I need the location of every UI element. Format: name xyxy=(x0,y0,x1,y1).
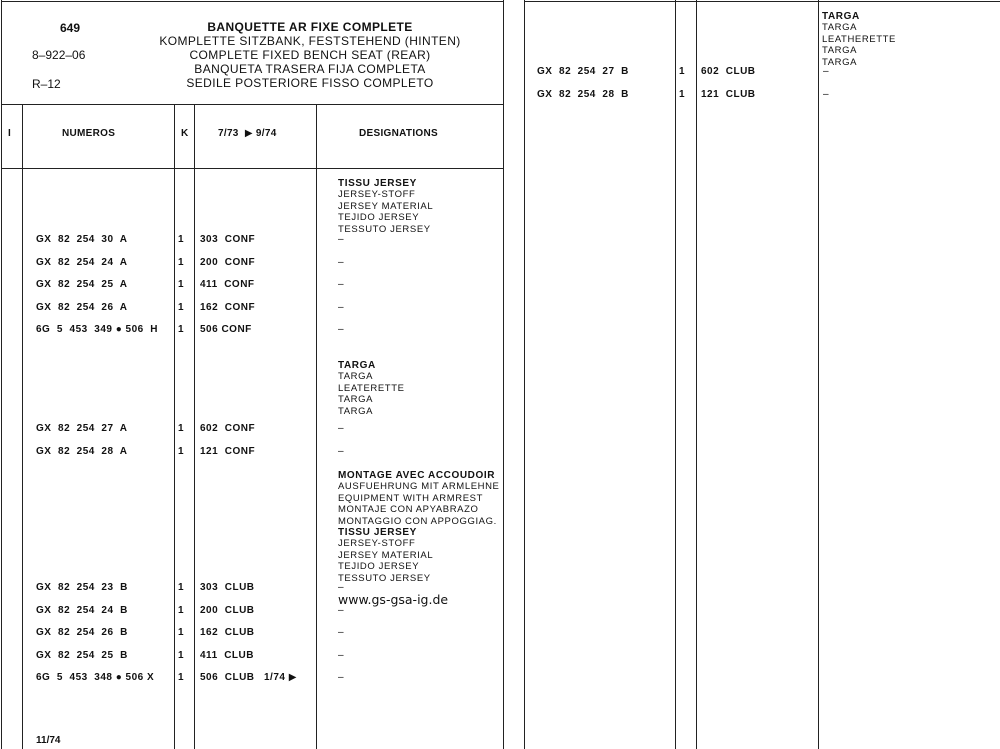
variant: 162 CONF xyxy=(200,302,256,313)
table-row xyxy=(36,279,356,293)
quantity: 1 xyxy=(178,605,185,616)
part-number: GX 82 254 27 B xyxy=(537,66,629,77)
quantity: 1 xyxy=(679,89,686,100)
desc-line: MONTAGGIO CON APPOGGIAG. xyxy=(338,515,497,527)
quantity: 1 xyxy=(178,446,185,457)
designation-dash: – xyxy=(338,650,345,661)
variant: 162 CLUB xyxy=(200,627,255,638)
col-header-numeros: NUMEROS xyxy=(62,128,116,139)
variant: 411 CLUB xyxy=(200,650,254,661)
designation-dash: – xyxy=(338,279,345,290)
quantity: 1 xyxy=(178,627,185,638)
desc-line: TARGA xyxy=(338,405,374,417)
table-row xyxy=(36,324,356,338)
top-border-right xyxy=(524,1,1000,2)
variant: 121 CONF xyxy=(200,446,256,457)
variant: 602 CLUB xyxy=(701,66,756,77)
table-row xyxy=(36,423,356,437)
page-title-block xyxy=(130,20,490,90)
designation-dash: – xyxy=(338,672,345,683)
colhead-divider xyxy=(1,168,504,169)
designation-dash: – xyxy=(823,89,830,100)
desc-line: JERSEY-STOFF xyxy=(338,189,416,201)
variant: 506 CLUB xyxy=(200,672,255,683)
desc-line: TARGA xyxy=(822,22,858,34)
quantity: 1 xyxy=(178,582,185,593)
quantity: 1 xyxy=(178,279,185,290)
quantity: 1 xyxy=(178,650,185,661)
col-header-designations: DESIGNATIONS xyxy=(359,128,438,139)
watermark-url: www.gs-gsa-ig.de xyxy=(338,592,449,607)
quantity: 1 xyxy=(178,423,185,434)
part-number: GX 82 254 24 A xyxy=(36,257,128,268)
group-3-description xyxy=(338,470,500,584)
part-number: GX 82 254 25 B xyxy=(36,650,128,661)
table-row xyxy=(36,605,356,619)
group-number: 649 xyxy=(60,21,81,35)
table-row xyxy=(36,672,356,686)
col-header-k: K xyxy=(181,128,189,139)
part-number: GX 82 254 30 A xyxy=(36,234,128,245)
part-number: GX 82 254 27 A xyxy=(36,423,128,434)
col-header-index: I xyxy=(8,128,12,139)
variant: 303 CLUB xyxy=(200,582,255,593)
part-number: GX 82 254 23 B xyxy=(36,582,128,593)
designation-dash: – xyxy=(338,446,345,457)
group-1-description xyxy=(338,178,433,235)
desc-line: MONTAGE AVEC ACCOUDOIR xyxy=(338,470,496,481)
designation-dash: – xyxy=(338,582,345,593)
title-de: KOMPLETTE SITZBANK, FESTSTEHEND (HINTEN) xyxy=(159,34,461,48)
revision-code: R–12 xyxy=(32,77,61,91)
table-row xyxy=(36,257,356,271)
designation-dash: – xyxy=(338,324,345,335)
desc-line: TARGA xyxy=(822,56,858,68)
desc-line: LEATHERETTE xyxy=(822,33,896,45)
footer-date: 11/74 xyxy=(36,735,61,746)
desc-line: TARGA xyxy=(822,11,860,22)
desc-line: EQUIPMENT WITH ARMREST xyxy=(338,492,483,504)
designation-dash: – xyxy=(338,302,345,313)
title-es: BANQUETA TRASERA FIJA COMPLETA xyxy=(194,62,426,76)
desc-line: TISSU JERSEY xyxy=(338,178,417,189)
divider-right-k-col xyxy=(675,0,676,749)
desc-line: TEJIDO JERSEY xyxy=(338,212,420,224)
header-divider xyxy=(1,104,504,105)
group-2-description xyxy=(338,360,405,417)
table-row xyxy=(36,650,356,664)
variant: 200 CONF xyxy=(200,257,256,268)
title-it: SEDILE POSTERIORE FISSO COMPLETO xyxy=(186,76,434,90)
quantity: 1 xyxy=(178,324,185,335)
part-number: GX 82 254 26 B xyxy=(36,627,128,638)
variant: 200 CLUB xyxy=(200,605,255,616)
desc-line: TESSUTO JERSEY xyxy=(338,223,431,235)
desc-line: TEJIDO JERSEY xyxy=(338,561,420,573)
designation-dash: – xyxy=(338,257,345,268)
table-row xyxy=(36,302,356,316)
desc-line: TESSUTO JERSEY xyxy=(338,572,431,584)
quantity: 1 xyxy=(178,234,185,245)
variant: 303 CONF xyxy=(200,234,256,245)
part-number: GX 82 254 28 B xyxy=(537,89,629,100)
desc-line: TARGA xyxy=(338,394,374,406)
table-row xyxy=(36,234,356,248)
quantity: 1 xyxy=(178,672,185,683)
desc-line: JERSEY MATERIAL xyxy=(338,200,434,212)
quantity: 1 xyxy=(679,66,686,77)
desc-line: TARGA xyxy=(822,45,858,57)
right-description xyxy=(822,11,896,68)
part-number: GX 82 254 25 A xyxy=(36,279,128,290)
desc-line: TARGA xyxy=(338,360,376,371)
part-number: GX 82 254 24 B xyxy=(36,605,128,616)
quantity: 1 xyxy=(178,302,185,313)
part-number: 6G 5 453 349 ● 506 H xyxy=(36,324,158,335)
title-fr: BANQUETTE AR FIXE COMPLETE xyxy=(207,20,413,34)
left-border xyxy=(1,0,2,749)
date-note: 1/74 ▶ xyxy=(264,672,297,683)
col-header-range: 7/73 ▶ 9/74 xyxy=(218,128,277,139)
desc-line: TARGA xyxy=(338,371,374,383)
desc-line: LEATERETTE xyxy=(338,382,405,394)
reference-code: 8–922–06 xyxy=(32,48,86,62)
variant: 602 CONF xyxy=(200,423,256,434)
variant: 121 CLUB xyxy=(701,89,756,100)
part-number: GX 82 254 28 A xyxy=(36,446,128,457)
part-number: GX 82 254 26 A xyxy=(36,302,128,313)
table-row xyxy=(537,89,837,103)
designation-dash: – xyxy=(338,234,345,245)
desc-line: JERSEY-STOFF xyxy=(338,538,416,550)
designation-dash: – xyxy=(338,423,345,434)
title-en: COMPLETE FIXED BENCH SEAT (REAR) xyxy=(189,48,431,62)
part-number: 6G 5 453 348 ● 506 X xyxy=(36,672,155,683)
desc-line: JERSEY MATERIAL xyxy=(338,549,434,561)
table-row xyxy=(537,66,837,80)
divider-index-col xyxy=(22,104,23,749)
table-row xyxy=(36,446,356,460)
desc-line: MONTAJE CON APYABRAZO xyxy=(338,504,479,516)
table-row xyxy=(36,582,356,596)
divider-right-desig-col xyxy=(818,0,819,749)
variant: 411 CONF xyxy=(200,279,255,290)
designation-dash: – xyxy=(338,605,345,616)
divider-right-var-col xyxy=(696,0,697,749)
top-border-left xyxy=(1,1,504,2)
table-row xyxy=(36,627,356,641)
divider-left-panel xyxy=(503,0,504,749)
desc-line: TISSU JERSEY xyxy=(338,527,417,539)
quantity: 1 xyxy=(178,257,185,268)
designation-dash: – xyxy=(823,66,830,77)
designation-dash: – xyxy=(338,627,345,638)
desc-line: AUSFUEHRUNG MIT ARMLEHNE xyxy=(338,481,500,493)
variant: 506 CONF xyxy=(200,324,252,335)
divider-panel-gap xyxy=(524,0,525,749)
